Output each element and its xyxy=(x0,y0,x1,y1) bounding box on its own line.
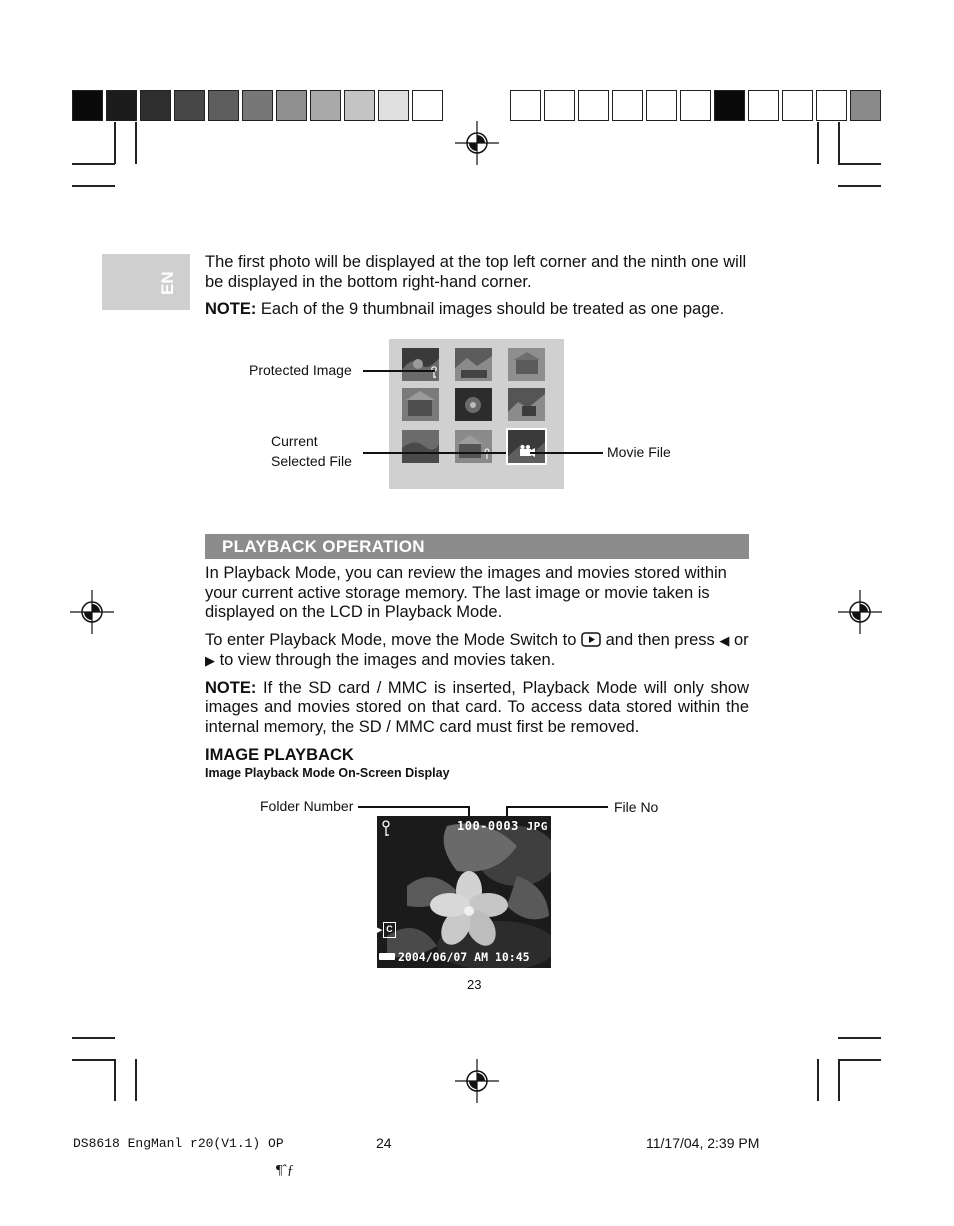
page-number: 23 xyxy=(467,977,482,992)
color-swatch xyxy=(714,90,745,121)
gray-swatch xyxy=(310,90,341,121)
section-header-bar xyxy=(205,534,749,559)
folder-number-label: Folder Number xyxy=(260,798,354,814)
playback-paragraph: In Playback Mode, you can review the images and movies stored within your current active storage memory. The last image or movie taken is displayed on the LCD in Playback Mode. xyxy=(205,564,727,622)
movie-file-label: Movie File xyxy=(607,444,671,460)
intro-paragraph: The first photo will be displayed at the top left corner and the ninth one will be displayed in the bottom right-hand corner. xyxy=(205,253,747,291)
color-swatch xyxy=(782,90,813,121)
current-selected-label-line2: Selected File xyxy=(271,453,352,469)
gray-swatch xyxy=(378,90,409,121)
language-tab xyxy=(102,254,190,310)
gray-swatch xyxy=(242,90,273,121)
file-no-label: File No xyxy=(614,799,659,815)
card-letter: C xyxy=(386,924,393,934)
storage-card-icon xyxy=(383,922,396,938)
thumbnail-image xyxy=(455,348,492,381)
thumbnail-image xyxy=(508,388,545,421)
language-tab-label: EN xyxy=(158,271,177,295)
color-swatch xyxy=(680,90,711,121)
protected-image-label: Protected Image xyxy=(249,362,352,378)
note-text: If the SD card / MMC is inserted, Playback Mode will only show images and movies stored on that card. To access data stored within the internal memory, the SD / MMC card must first be removed. xyxy=(205,678,749,736)
left-arrow-icon: ◀ xyxy=(719,633,730,649)
registration-mark-icon xyxy=(838,590,882,634)
thumbnail-image xyxy=(402,388,439,421)
footer-glyphs: ¶ˆƒ xyxy=(276,1163,295,1178)
color-swatch xyxy=(850,90,881,121)
image-playback-caption: Image Playback Mode On-Screen Display xyxy=(205,766,450,781)
playback-note xyxy=(205,679,749,738)
gray-swatch xyxy=(208,90,239,121)
intro-text xyxy=(205,253,749,320)
datetime-readout: 2004/06/07 AM 10:45 xyxy=(398,950,530,964)
lcd-screen xyxy=(377,816,551,968)
mode-switch-paragraph xyxy=(205,631,749,670)
gray-swatch xyxy=(106,90,137,121)
file-number-readout xyxy=(457,819,548,833)
note-text: Each of the 9 thumbnail images should be treated as one page. xyxy=(256,300,725,319)
file-extension: JPG xyxy=(526,820,548,833)
color-calibration-strip xyxy=(510,45,882,76)
color-swatch xyxy=(578,90,609,121)
view-text: to view through the images and movies taken. xyxy=(215,650,556,669)
gray-swatch xyxy=(276,90,307,121)
color-swatch xyxy=(646,90,677,121)
color-swatch xyxy=(544,90,575,121)
registration-mark-icon xyxy=(70,590,114,634)
playback-text xyxy=(205,564,749,781)
protected-callout-line xyxy=(363,370,435,372)
gray-swatch xyxy=(412,90,443,121)
current-selected-thumbnail[interactable] xyxy=(506,428,547,465)
thumbnail-image xyxy=(455,388,492,421)
registration-mark-icon xyxy=(455,121,499,165)
right-arrow-icon: ▶ xyxy=(205,652,215,668)
current-selected-callout-line xyxy=(363,452,506,454)
thumbnail-image xyxy=(455,430,492,463)
gray-swatch xyxy=(344,90,375,121)
battery-icon xyxy=(379,953,395,960)
intro-note xyxy=(205,300,749,320)
folder-file-id: 100-0003 xyxy=(457,819,519,833)
footer-timestamp: 11/17/04, 2:39 PM xyxy=(646,1135,760,1151)
grayscale-calibration-strip xyxy=(72,45,444,76)
footer-sheet-number: 24 xyxy=(376,1135,392,1151)
color-swatch xyxy=(612,90,643,121)
color-swatch xyxy=(748,90,779,121)
image-playback-heading: IMAGE PLAYBACK xyxy=(205,745,354,764)
footer-slug: DS8618 EngManl r20(V1.1) OP xyxy=(73,1136,284,1151)
protect-key-icon xyxy=(381,820,391,838)
section-title: PLAYBACK OPERATION xyxy=(222,537,425,556)
movie-callout-line xyxy=(530,452,603,454)
mode-switch-text: To enter Playback Mode, move the Mode Switch to xyxy=(205,631,582,650)
thumbnail-image xyxy=(402,348,439,381)
thumbnail-image xyxy=(508,348,545,381)
folder-callout-line xyxy=(358,806,469,808)
flower-photo xyxy=(377,816,551,968)
registration-mark-icon xyxy=(455,1059,499,1103)
or-text: or xyxy=(729,631,749,650)
note-label: NOTE: xyxy=(205,678,257,697)
current-selected-label-line1: Current xyxy=(271,433,318,449)
movie-thumbnail xyxy=(508,430,545,463)
gray-swatch xyxy=(140,90,171,121)
press-text: and then press xyxy=(601,631,720,650)
thumbnail-image xyxy=(402,430,439,463)
color-swatch xyxy=(510,90,541,121)
color-swatch xyxy=(816,90,847,121)
gray-swatch xyxy=(174,90,205,121)
file-callout-line xyxy=(506,806,608,808)
note-label: NOTE: xyxy=(205,300,257,319)
gray-swatch xyxy=(72,90,103,121)
playback-mode-icon xyxy=(581,632,601,647)
playback-indicator-icon: ▶ xyxy=(377,927,383,934)
